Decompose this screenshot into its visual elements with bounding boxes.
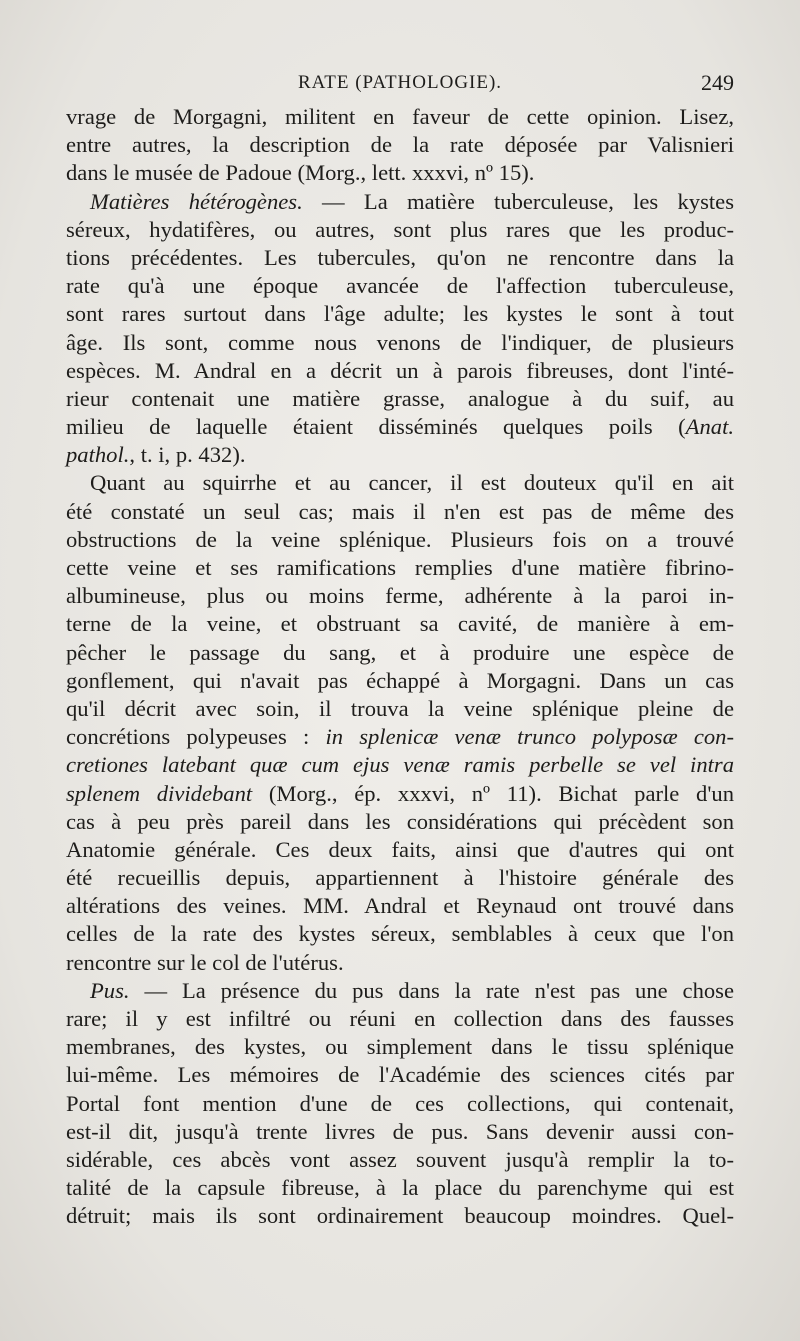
text-line xyxy=(66,441,734,469)
line-text: lui-même. Les mémoires de l'Académie des sciences cités par xyxy=(66,1062,734,1088)
running-title: RATE (PATHOLOGIE). xyxy=(297,72,503,93)
line-text: celles de la rate des kystes séreux, semblables à ceux que l'on xyxy=(66,921,734,947)
text-line xyxy=(66,329,734,357)
line-text: été recueillis depuis, appartiennent à l'histoire générale des xyxy=(66,865,734,891)
text-line xyxy=(66,385,734,413)
text-line xyxy=(66,977,734,1005)
text-line xyxy=(66,357,734,385)
italic-text: cretiones latebant quæ cum ejus venæ ramis perbelle se vel intra xyxy=(66,752,734,778)
line-text: obstructions de la veine splénique. Plusieurs fois on a trouvé xyxy=(66,526,734,552)
text-line xyxy=(66,864,734,892)
text-line xyxy=(66,216,734,244)
text-line xyxy=(66,639,734,667)
line-text: rare; il y est infiltré ou réuni en collection dans des fausses xyxy=(66,1006,734,1031)
line-text: détruit; mais ils sont ordinairement beaucoup moindres. Quel- xyxy=(66,1203,734,1229)
line-text: Anatomie générale. Ces deux faits, ainsi que d'autres qui ont xyxy=(66,836,734,862)
line-text: rieur contenait une matière grasse, analogue à du suif, au xyxy=(66,385,734,411)
line-text: — La matière tuberculeuse, les kystes xyxy=(302,188,734,214)
line-text: rencontre sur le col de l'utérus. xyxy=(66,949,344,975)
line-text: dans le musée de Padoue (Morg., lett. xxxvi, nº 15). xyxy=(66,160,535,186)
text-line xyxy=(66,159,734,187)
text-line xyxy=(66,300,734,328)
line-text: (Morg., ép. xxxvi, nº 11). Bichat parle d'un xyxy=(252,780,734,806)
line-text: Portal font mention d'une de ces collections, qui contenait, xyxy=(66,1090,734,1116)
line-text: talité de la capsule fibreuse, à la place du parenchyme qui est xyxy=(66,1175,734,1201)
text-line xyxy=(66,949,734,977)
line-text: rate qu'à une époque avancée de l'affection tuberculeuse, xyxy=(66,273,734,299)
italic-text: Matières hétérogènes. xyxy=(90,188,303,214)
line-text: été constaté un seul cas; mais il n'en est pas de même des xyxy=(66,498,734,524)
italic-text: in splenicæ venæ trunco polyposæ con- xyxy=(325,724,734,750)
text-line xyxy=(66,103,734,131)
line-text: sont rares surtout dans l'âge adulte; les kystes le sont à tout xyxy=(66,301,734,327)
line-text: membranes, des kystes, ou simplement dans le tissu splénique xyxy=(66,1034,734,1060)
text-line xyxy=(66,667,734,695)
italic-text: Anat. xyxy=(685,414,734,440)
line-text: sidérable, ces abcès vont assez souvent jusqu'à remplir la to- xyxy=(66,1146,734,1172)
text-line xyxy=(66,582,734,610)
text-line xyxy=(66,751,734,779)
line-text: concrétions polypeuses : xyxy=(66,724,326,750)
line-text: terne de la veine, et obstruant sa cavité, de manière à em- xyxy=(66,611,734,637)
italic-text: splenem dividebant xyxy=(66,780,253,806)
line-text: vrage de Morgagni, militent en faveur de cette opinion. Lisez, xyxy=(66,104,734,129)
text-line xyxy=(66,554,734,582)
line-text: albumineuse, plus ou moins ferme, adhérente à la paroi in- xyxy=(66,583,734,609)
text-line xyxy=(66,188,734,216)
line-text: qu'il décrit avec soin, il trouva la veine splénique pleine de xyxy=(66,695,734,721)
text-line xyxy=(66,1033,734,1061)
line-text: Quant au squirrhe et au cancer, il est douteux qu'il en ait xyxy=(90,470,734,496)
line-text: , t. i, p. 432). xyxy=(129,442,246,468)
text-line xyxy=(66,526,734,554)
line-text: cette veine et ses ramifications remplies d'une matière fibrino- xyxy=(66,555,734,580)
text-line xyxy=(66,1061,734,1089)
line-text: gonflement, qui n'avait pas échappé à Morgagni. Dans un cas xyxy=(66,667,734,693)
line-text: séreux, hydatifères, ou autres, sont plus rares que les produc- xyxy=(66,216,734,242)
line-text: espèces. M. Andral en a décrit un à parois fibreuses, dont l'inté- xyxy=(66,357,734,383)
text-line xyxy=(66,892,734,920)
text-line xyxy=(66,1118,734,1146)
text-line xyxy=(66,1090,734,1118)
italic-text: Pus. xyxy=(90,977,130,1003)
body-text xyxy=(66,103,734,1231)
text-line xyxy=(66,131,734,159)
text-line xyxy=(66,920,734,948)
page-number: 249 xyxy=(701,70,734,95)
text-line xyxy=(66,272,734,300)
text-line xyxy=(66,469,734,497)
line-text: — La présence du pus dans la rate n'est pas une chose xyxy=(129,977,734,1003)
text-line xyxy=(66,723,734,751)
line-text: altérations des veines. MM. Andral et Reynaud ont trouvé dans xyxy=(66,893,734,919)
line-text: cas à peu près pareil dans les considérations qui précèdent son xyxy=(66,808,734,834)
text-line xyxy=(66,1146,734,1174)
text-line xyxy=(66,808,734,836)
line-text: est-il dit, jusqu'à trente livres de pus. Sans devenir aussi con- xyxy=(66,1118,734,1144)
text-line xyxy=(66,1174,734,1202)
line-text: milieu de laquelle étaient disséminés quelques poils ( xyxy=(66,414,686,440)
text-line xyxy=(66,610,734,638)
line-text: entre autres, la description de la rate déposée par Valisnieri xyxy=(66,132,734,158)
text-line xyxy=(66,1202,734,1230)
line-text: âge. Ils sont, comme nous venons de l'indiquer, de plusieurs xyxy=(66,329,734,355)
line-text: tions précédentes. Les tubercules, qu'on ne rencontre dans la xyxy=(66,244,734,270)
text-line xyxy=(66,244,734,272)
line-text: pêcher le passage du sang, et à produire une espèce de xyxy=(66,639,734,665)
text-line xyxy=(66,695,734,723)
text-line xyxy=(66,836,734,864)
page-header xyxy=(66,72,734,102)
text-line xyxy=(66,1005,734,1033)
text-line xyxy=(66,780,734,808)
text-line xyxy=(66,413,734,441)
italic-text: pathol. xyxy=(66,442,130,468)
text-line xyxy=(66,498,734,526)
